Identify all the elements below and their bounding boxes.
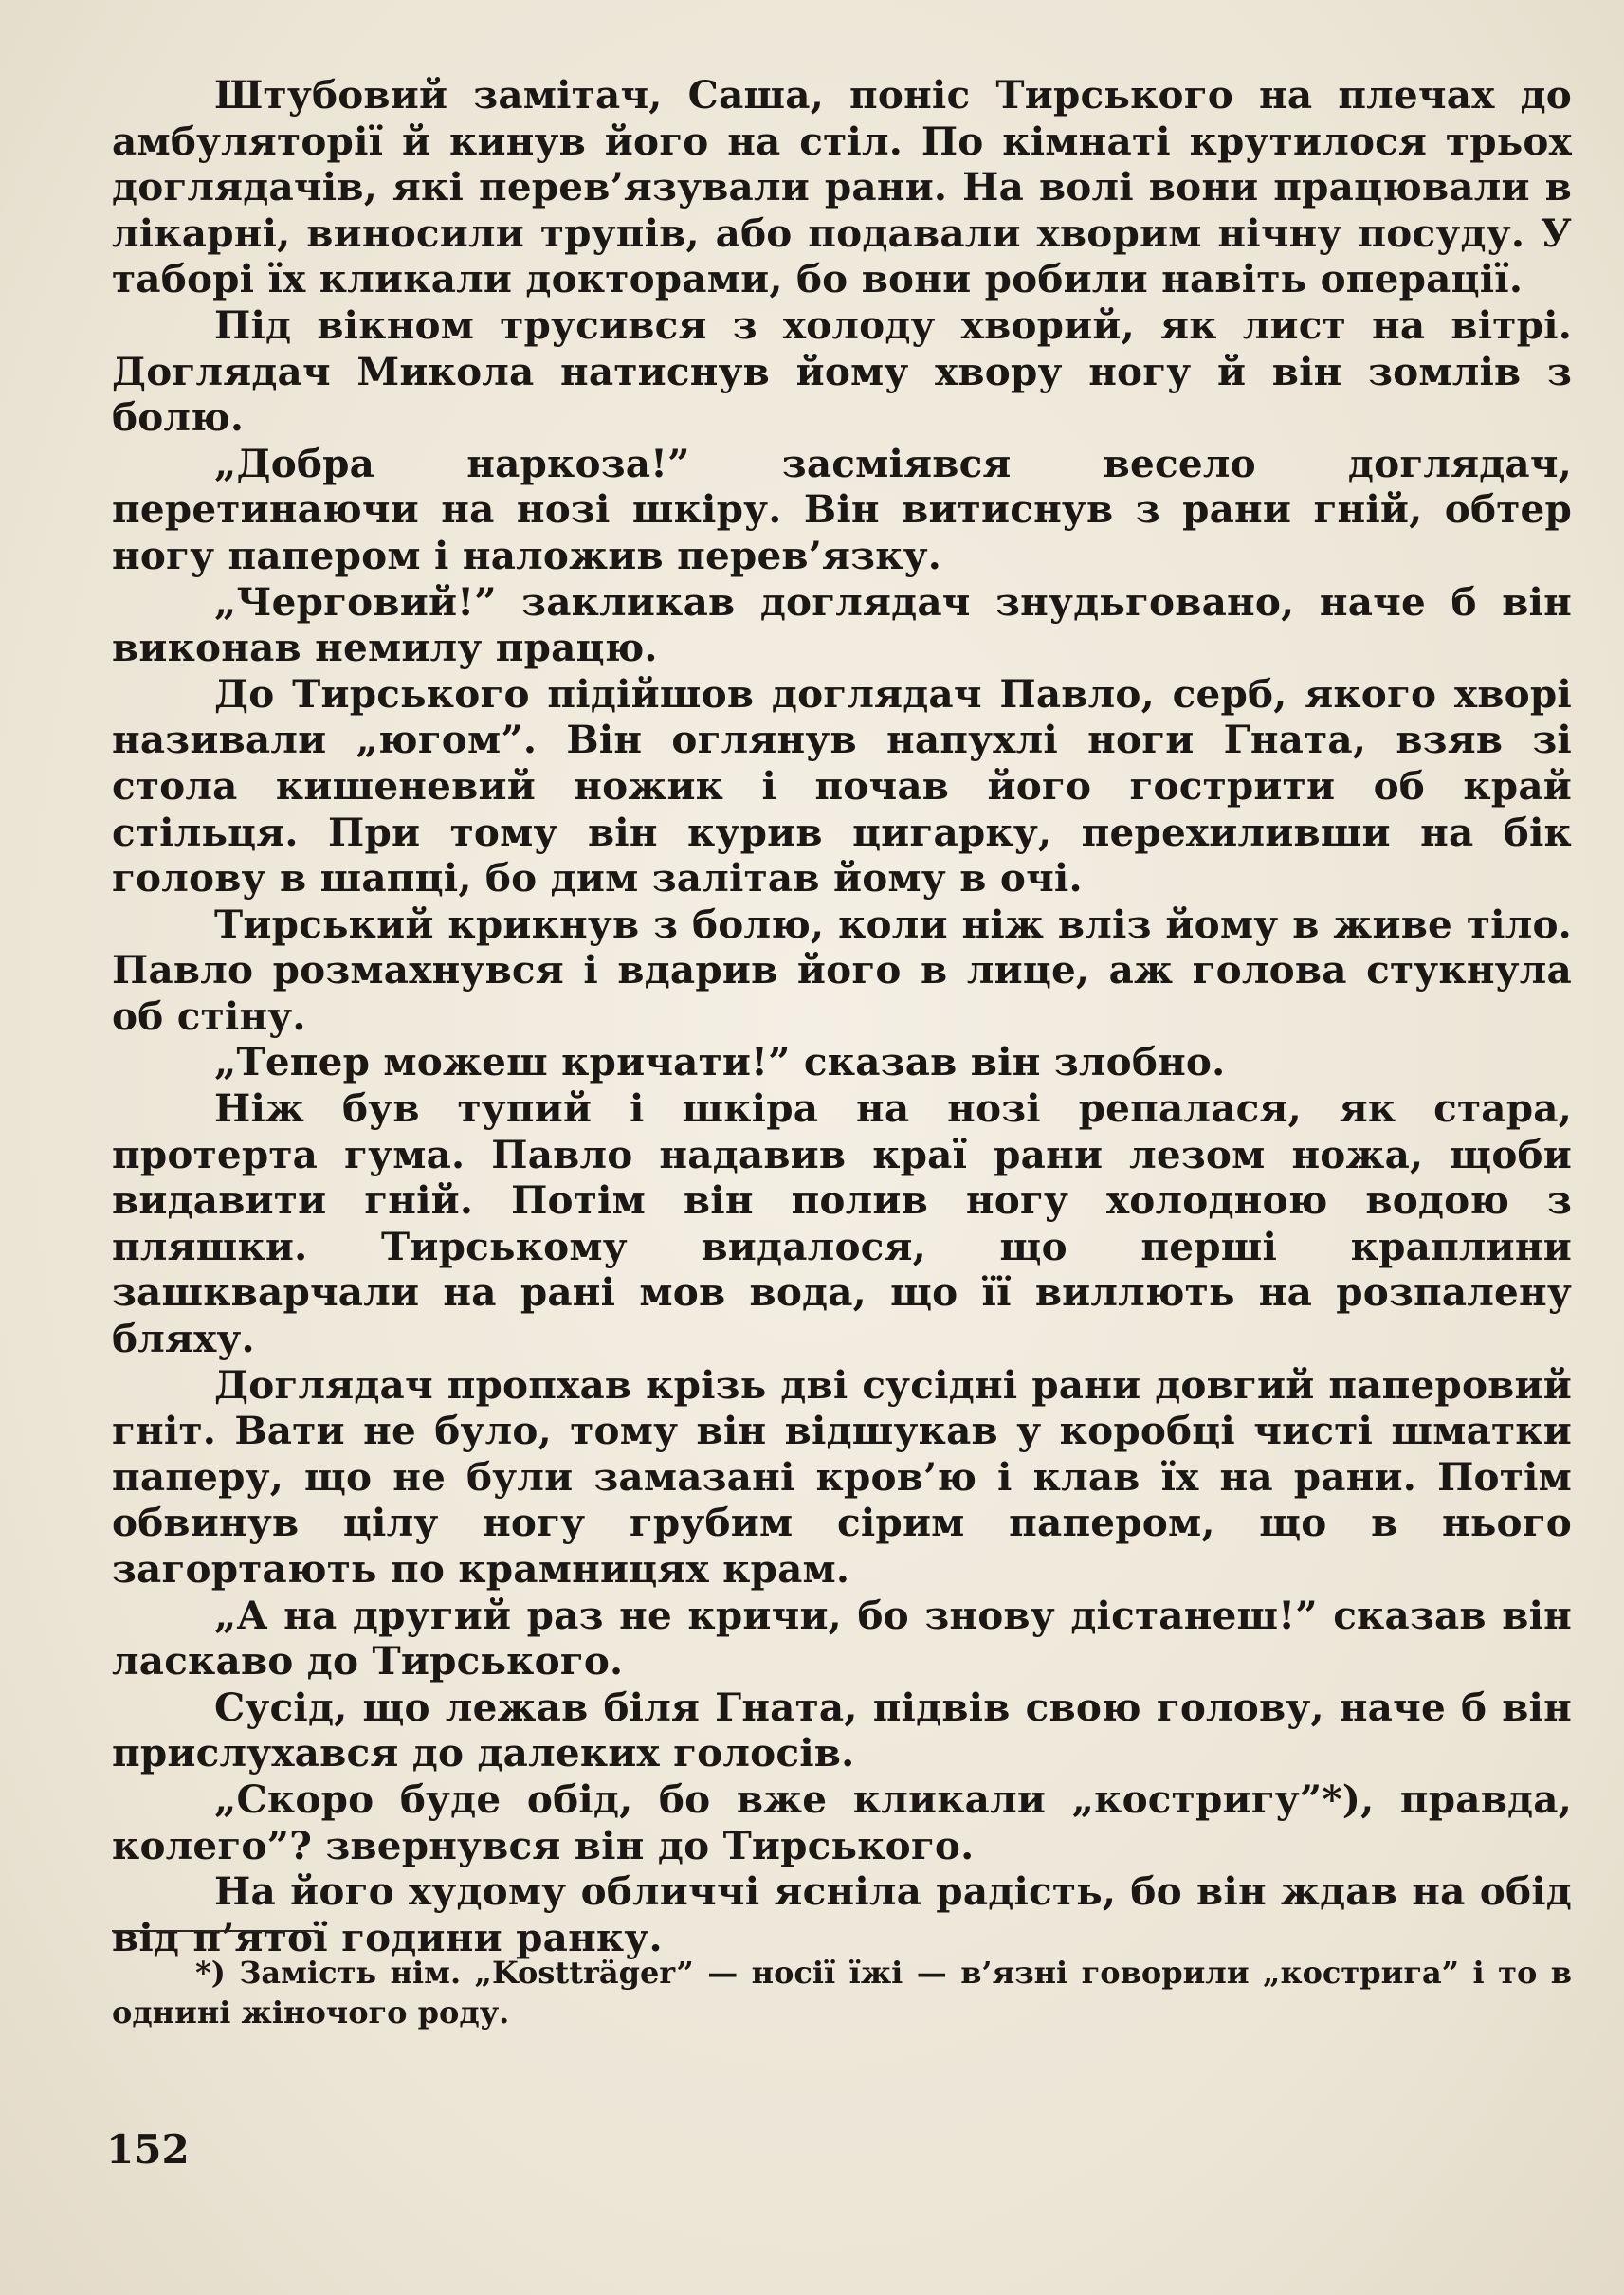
paragraph-13: На його худому обличчі ясніла радість, бо він ждав на обід від п’ятої години ранку. — [112, 1868, 1572, 1960]
paragraph-6: Тирський крикнув з болю, коли ніж вліз йому в живе тіло. Павло розмахнувся і вдарив його в лице, аж голова стукнула об стіну. — [112, 901, 1572, 1039]
paragraph-2: Під вікном трусився з холоду хворий, як лист на вітрі. Доглядач Микола натиснув йому хвору ногу й він зомлів з болю. — [112, 301, 1572, 441]
paragraph-7: „Тепер можеш кричати!” сказав він злобно. — [214, 1039, 1226, 1085]
paragraph-8: Ніж був тупий і шкіра на нозі репалася, як стара, протерта гума. Павло надавив краї рани лезом ножа, щоби видавити гній. Потім він полив ногу холодною водою з пляшки. Тирському видалося, що перші краплини зашкварчали на рані мов вода, що її виллють на розпалену бляху. — [112, 1085, 1572, 1362]
paragraph-9: Доглядач пропхав крізь дві сусідні рани довгий паперовий гніт. Вати не було, тому він відшукав у коробці чисті шматки паперу, що не були замазані кров’ю і клав їх на рани. Потім обвинув цілу ногу грубим сірим папером, що в нього загортають по крамницях крам. — [112, 1361, 1572, 1592]
footnote-divider — [112, 1930, 319, 1932]
paragraph-5: До Тирського підійшов доглядач Павло, серб, якого хворі називали „югом”. Він оглянув напухлі ноги Гната, взяв зі стола кишеневий ножик і почав його гострити об край стільця. При тому він курив цигарку, перехиливши на бік голову в шапці, бо дим залітав йому в очі. — [112, 670, 1572, 902]
paragraph-1: Штубовий замітач, Саша, поніс Тирського на плечах до амбуляторії й кинув його на стіл. По кімнаті крутилося трьох доглядачів, які перев’язували рани. На волі вони працювали в лікарні, виносили трупів, або подавали хворим нічну посуду. У таборі їх кликали докторами, бо вони робили навіть операції. — [112, 72, 1572, 302]
footnote: *) Замість нім. „Kostträger” — носії їжі — в’язні говорили „кострига” і то в однині жіночого роду. — [112, 1955, 1572, 2031]
paragraph-4: „Черговий!” закликав доглядач знудьговано, наче б він виконав немилу працю. — [112, 578, 1572, 671]
paragraph-3: „Добра наркоза!” засміявся весело доглядач, перетинаючи на нозі шкіру. Він витиснув з рани гній, обтер ногу папером і наложив перев’язку. — [112, 440, 1572, 578]
page-number: 152 — [106, 2126, 190, 2173]
main-text — [112, 72, 1572, 1960]
paragraph-12: „Скоро буде обід, бо вже кликали „костригу”*), правда, колего”? звернувся він до Тирського. — [112, 1776, 1572, 1868]
paragraph-10: „А на другий раз не кричи, бо знову дістанеш!” сказав він ласкаво до Тирського. — [112, 1592, 1572, 1685]
paragraph-11: Сусід, що лежав біля Гната, підвів свою голову, наче б він прислухався до далеких голосів. — [112, 1684, 1572, 1776]
